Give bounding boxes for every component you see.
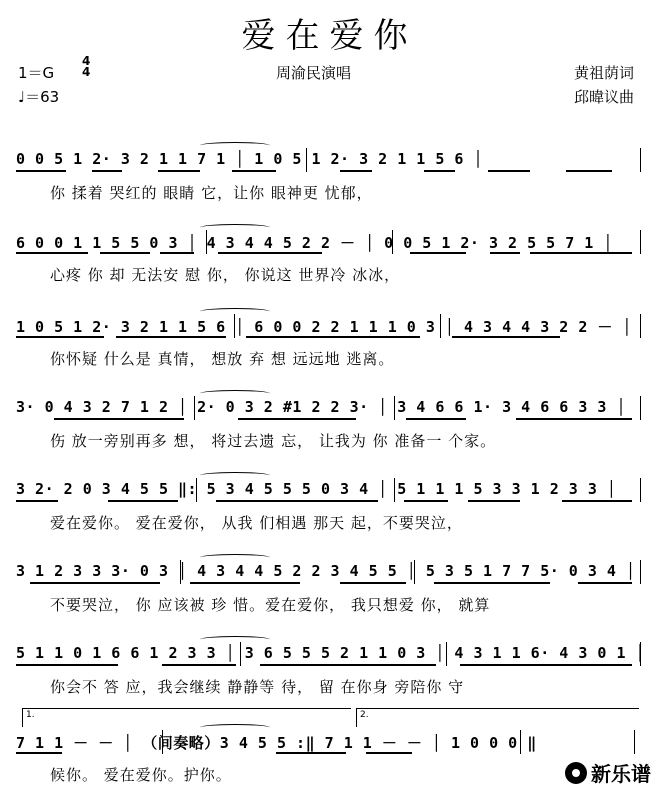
barline bbox=[194, 396, 195, 420]
logo-text: 新乐谱 bbox=[591, 762, 651, 786]
beam-underline bbox=[16, 252, 88, 254]
lyrics-line: 你怀疑 什么是 真情， 想放 弃 想 远远地 逃离。 bbox=[50, 350, 395, 368]
beam-underline bbox=[160, 252, 194, 254]
time-signature-bottom: 4 bbox=[82, 65, 91, 79]
beam-underline bbox=[424, 170, 455, 172]
beam-underline bbox=[434, 582, 550, 584]
beam-underline bbox=[404, 500, 448, 502]
barline bbox=[634, 730, 635, 754]
lyrics-line: 伤 放一旁别再多 想， 将过去遗 忘， 让我为 你 准备一 个家。 bbox=[50, 432, 497, 450]
beam-underline bbox=[100, 252, 150, 254]
site-logo bbox=[565, 758, 651, 787]
tie-slur bbox=[200, 472, 270, 479]
beam-underline bbox=[16, 170, 66, 172]
barline bbox=[520, 730, 521, 754]
tie-slur bbox=[200, 308, 270, 315]
barline bbox=[640, 642, 641, 666]
quarter-note-icon: ♩ bbox=[18, 88, 26, 106]
beam-underline bbox=[578, 582, 632, 584]
beam-underline bbox=[54, 418, 184, 420]
second-ending-label: 2. bbox=[360, 710, 369, 720]
beam-underline bbox=[16, 336, 104, 338]
beam-underline bbox=[30, 582, 160, 584]
beam-underline bbox=[162, 664, 236, 666]
barline bbox=[196, 478, 197, 502]
notation-line: 3 2· 2 0 3 4 5 5 ‖: 5 3 4 5 5 5 0 3 4 │ 5 1 1 1 5 3 3 1 2 3 3 │ bbox=[16, 480, 617, 498]
beam-underline bbox=[158, 170, 200, 172]
lyrics-line: 你 揉着 哭红的 眼睛 它，让你 眼神更 忧郁， bbox=[50, 184, 373, 202]
beam-underline bbox=[488, 170, 530, 172]
tie-slur bbox=[200, 142, 270, 149]
barline bbox=[440, 314, 441, 338]
barline bbox=[306, 148, 307, 172]
notation-line: 1 0 5 1 2· 3 2 1 1 5 6 │ 6 0 0 2 2 1 1 1 0 3 │ 4 3 4 4 3 2 2 － │ bbox=[16, 318, 632, 336]
beam-underline bbox=[340, 582, 406, 584]
beam-underline bbox=[460, 664, 632, 666]
second-ending-bracket bbox=[356, 708, 639, 727]
beam-underline bbox=[216, 500, 378, 502]
barline bbox=[446, 642, 447, 666]
beam-underline bbox=[108, 500, 178, 502]
lyrics-line: 你会不 答 应，我会继续 静静等 待， 留 在你身 旁陪你 守 bbox=[50, 678, 465, 696]
beam-underline bbox=[238, 418, 356, 420]
beam-underline bbox=[16, 500, 58, 502]
notation-line: 5 1 1 0 1 6 6 1 2 3 3 │ 3 6 5 5 5 2 1 1 0 3 │ 4 3 1 1 6· 4 3 0 1 │ bbox=[16, 644, 646, 662]
beam-underline bbox=[406, 418, 466, 420]
tempo-value: ＝63 bbox=[25, 88, 60, 106]
lyrics-line: 候你。 爱在爱你。护你。 bbox=[50, 766, 232, 784]
beam-underline bbox=[516, 418, 632, 420]
barline bbox=[414, 560, 415, 584]
first-ending-bracket bbox=[22, 708, 351, 727]
beam-underline bbox=[218, 252, 322, 254]
barline bbox=[206, 230, 207, 254]
beam-underline bbox=[340, 170, 372, 172]
tie-slur bbox=[200, 390, 270, 397]
beam-underline bbox=[260, 664, 436, 666]
barline bbox=[640, 148, 641, 172]
tempo-marking bbox=[18, 86, 59, 107]
time-signature bbox=[82, 56, 90, 78]
barline bbox=[394, 396, 395, 420]
barline bbox=[640, 314, 641, 338]
music-disc-icon bbox=[565, 762, 587, 784]
barline bbox=[162, 730, 163, 754]
barline bbox=[234, 314, 235, 338]
first-ending-label: 1. bbox=[26, 710, 35, 720]
barline bbox=[640, 230, 641, 254]
song-title: 爱在爱你 bbox=[241, 16, 418, 56]
beam-underline bbox=[490, 252, 520, 254]
barline bbox=[240, 642, 241, 666]
beam-underline bbox=[410, 252, 466, 254]
lyrics-line: 心疼 你 却 无法安 慰 你， 你说这 世界冷 冰冰， bbox=[50, 266, 401, 284]
lyrics-line: 不要哭泣， 你 应该被 珍 惜。爱在爱你， 我只想爱 你， 就算 bbox=[50, 596, 491, 614]
beam-underline bbox=[562, 500, 632, 502]
tie-slur bbox=[200, 554, 270, 561]
tie-slur bbox=[200, 636, 270, 643]
beam-underline bbox=[452, 336, 560, 338]
beam-underline bbox=[276, 752, 346, 754]
time-signature-top: 4 bbox=[82, 54, 91, 68]
singer-credit: 周渝民演唱 bbox=[276, 64, 352, 82]
notation-line: 3· 0 4 3 2 7 1 2 │ 2· 0 3 2 #1 2 2 3· │ 3 4 6 6 1· 3 4 6 6 3 3 │ bbox=[16, 398, 626, 416]
barline bbox=[180, 560, 181, 584]
barline bbox=[392, 230, 393, 254]
beam-underline bbox=[530, 252, 632, 254]
tie-slur bbox=[200, 224, 270, 231]
notation-line: 3 1 2 3 3 3· 0 3 │ 4 3 4 4 5 2 2 3 4 5 5 │ 5 3 5 1 7 7 5· 0 3 4 │ bbox=[16, 562, 636, 580]
composer-credit: 邱暐议曲 bbox=[574, 88, 635, 106]
notation-line: 0 0 5 1 2· 3 2 1 1 7 1 │ 1 0 5 1 2· 3 2 1 1 5 6 │ bbox=[16, 150, 484, 168]
beam-underline bbox=[116, 336, 226, 338]
beam-underline bbox=[366, 752, 412, 754]
barline bbox=[394, 478, 395, 502]
key-signature: 1＝G bbox=[18, 64, 55, 82]
barline bbox=[640, 396, 641, 420]
lyricist-credit: 黄祖荫词 bbox=[574, 64, 635, 82]
barline bbox=[640, 478, 641, 502]
beam-underline bbox=[246, 336, 420, 338]
beam-underline bbox=[566, 170, 612, 172]
beam-underline bbox=[16, 752, 62, 754]
lyrics-line: 爱在爱你。 爱在爱你， 从我 们相遇 那天 起，不要哭泣， bbox=[50, 514, 463, 532]
beam-underline bbox=[16, 664, 118, 666]
beam-underline bbox=[468, 500, 520, 502]
beam-underline bbox=[92, 170, 122, 172]
beam-underline bbox=[190, 582, 300, 584]
barline bbox=[640, 560, 641, 584]
notation-line: 7 1 1 － － │ （间奏略）3 4 5 5 :‖ 7 1 1 － － │ 1 0 0 0 ‖ bbox=[16, 734, 537, 752]
beam-underline bbox=[232, 170, 276, 172]
notation-line: 6 0 0 1 1 5 5 0 3 │ 4 3 4 4 5 2 2 － │ 0 0 5 1 2· 3 2 5 5 7 1 │ bbox=[16, 234, 613, 252]
